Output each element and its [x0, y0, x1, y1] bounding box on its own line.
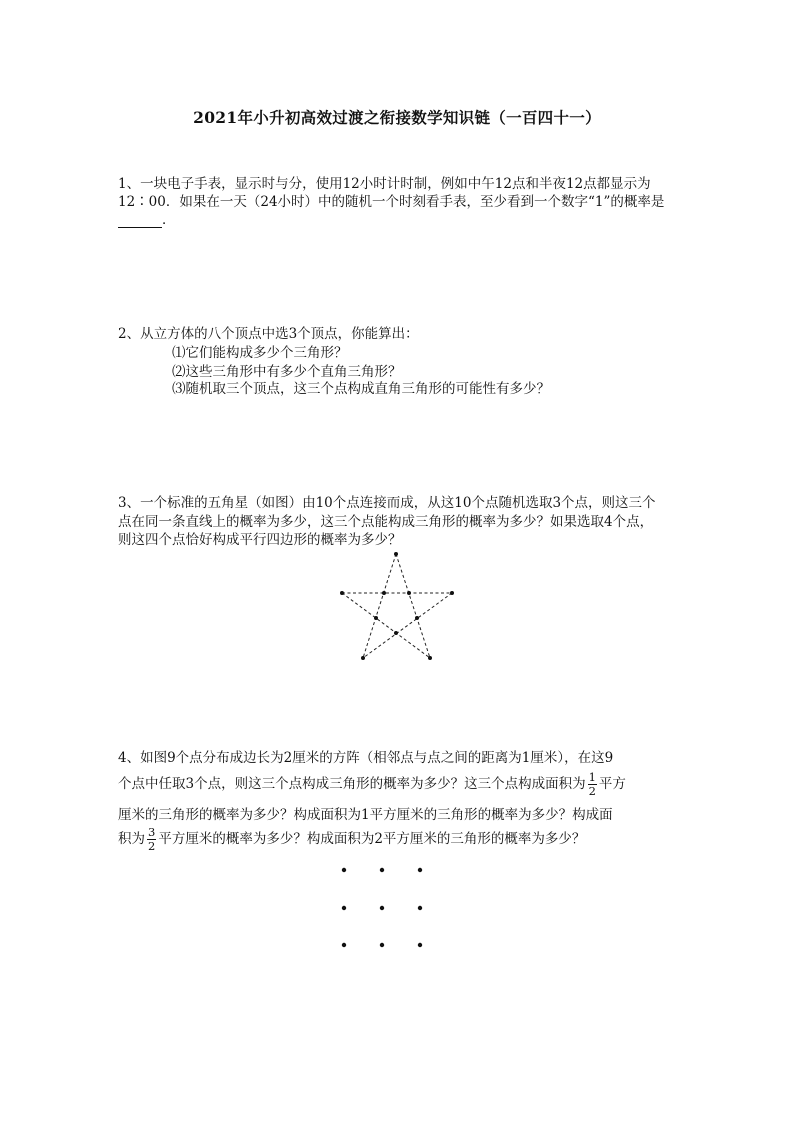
q4-line2 [118, 771, 626, 798]
fraction-numerator: 3 [148, 825, 156, 839]
q2-item-3: ⑶随机取三个顶点，这三个点构成直角三角形的可能性有多少？ [172, 381, 550, 397]
star-inner-dot [407, 591, 411, 595]
grid-dot [342, 943, 346, 947]
answer-blank [118, 213, 162, 228]
grid-dot [342, 868, 346, 872]
grid-dot [380, 868, 384, 872]
star-vertex-dot [428, 656, 432, 660]
fraction-denominator: 2 [588, 784, 596, 798]
q4-line2-start: 个点中任取3个点，则这三个点构成三角形的概率为多少？这三个点构成面积为 [118, 776, 586, 792]
star-vertex-dot [394, 552, 398, 556]
star-inner-dot [394, 631, 398, 635]
q4-line2-end: 平方 [598, 776, 626, 792]
q2-item-1: ⑴它们能构成多少个三角形？ [172, 345, 348, 361]
q3-line1: 3、一个标准的五角星（如图）由10个点连接而成，从这10个点随机选取3个点，则这三个 [118, 495, 656, 511]
q4-line4-end: 平方厘米的概率为多少？构成面积为2平方厘米的三角形的概率为多少？ [158, 831, 586, 847]
q3-line3: 则这四个点恰好构成平行四边形的概率为多少？ [118, 532, 402, 548]
q1-line3-tail: ． [162, 212, 176, 228]
star-vertex-dot [361, 656, 365, 660]
q1-line3 [118, 208, 176, 228]
grid-dot [418, 906, 422, 910]
q1-line2: 12∶00．如果在一天（24小时）中的随机一个时刻看手表，至少看到一个数字“1”的概率是 [118, 194, 665, 210]
grid-dot [418, 943, 422, 947]
fraction-denominator: 2 [148, 839, 156, 853]
grid-dot [380, 943, 384, 947]
star-edge [363, 593, 452, 658]
grid-dot [418, 868, 422, 872]
grid-dot [380, 906, 384, 910]
q3-line2: 点在同一条直线上的概率为多少，这三个点能构成三角形的概率为多少？如果选取4个点， [118, 514, 654, 530]
grid-dot [342, 906, 346, 910]
q1-line1: 1、一块电子手表，显示时与分，使用12小时计时制，例如中午12点和半夜12点都显示为 [118, 176, 651, 192]
q4-line3: 厘米的三角形的概率为多少？构成面积为1平方厘米的三角形的概率为多少？构成面 [118, 807, 613, 823]
page-title: 2021年小升初高效过渡之衔接数学知识链（一百四十一） [193, 108, 601, 127]
fraction-one-half [588, 771, 597, 798]
star-edge [363, 554, 396, 658]
q4-line4 [118, 826, 585, 853]
star-vertex-dot [340, 591, 344, 595]
star-edge [342, 593, 430, 658]
star-inner-dot [374, 616, 378, 620]
fraction-three-halves [147, 826, 156, 853]
q4-line4-start: 积为 [118, 831, 145, 847]
q2-item-2: ⑵这些三角形中有多少个直角三角形？ [172, 364, 402, 380]
fraction-numerator: 1 [588, 770, 596, 784]
star-vertex-dot [450, 591, 454, 595]
q2-intro: 2、从立方体的八个顶点中选3个顶点，你能算出： [118, 326, 419, 342]
q4-line1: 4、如图9个点分布成边长为2厘米的方阵（相邻点与点之间的距离为1厘米），在这9 [118, 750, 614, 766]
star-inner-dot [382, 591, 386, 595]
star-edge [396, 554, 430, 658]
star-inner-dot [415, 616, 419, 620]
